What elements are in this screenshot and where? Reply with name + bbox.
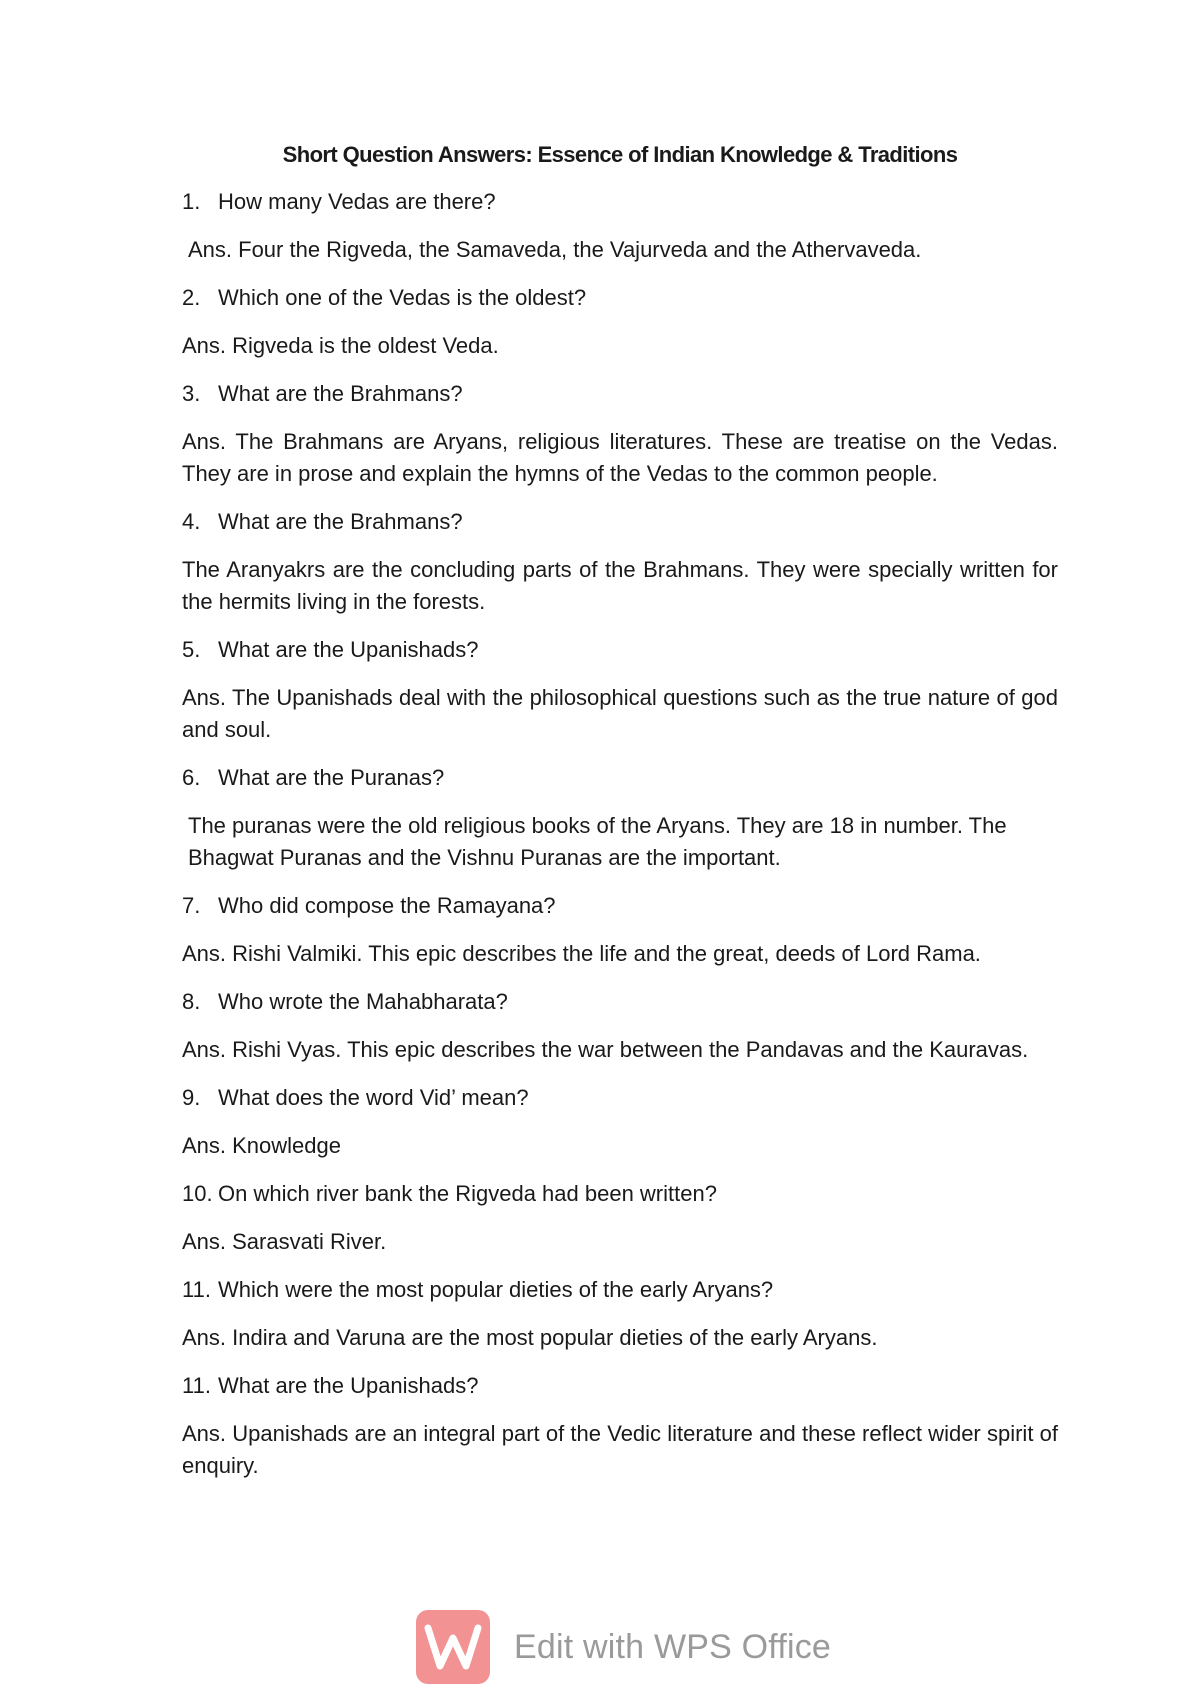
answer-text: Ans. Knowledge [182, 1133, 341, 1158]
answer-text: Ans. Upanishads are an integral part of the Vedic literature and these reflect wider spirit of enquiry. [182, 1421, 1058, 1478]
question-item [182, 1274, 1058, 1306]
question-item [182, 1370, 1058, 1402]
question-item [182, 282, 1058, 314]
wps-watermark[interactable] [416, 1610, 831, 1684]
wps-w-glyph-icon [424, 1622, 482, 1672]
question-text: What are the Puranas? [218, 765, 445, 790]
question-text: What are the Brahmans? [218, 381, 463, 406]
answer-text: Ans. Indira and Varuna are the most popular dieties of the early Aryans. [182, 1325, 878, 1350]
answer-text: The Aranyakrs are the concluding parts of the Brahmans. They were specially written for the hermits living in the forests. [182, 557, 1058, 614]
question-item [182, 506, 1058, 538]
document-title: Short Question Answers: Essence of Indian Knowledge & Traditions [282, 142, 958, 167]
question-text: Who wrote the Mahabharata? [218, 989, 508, 1014]
answer-text: Ans. Sarasvati River. [182, 1229, 387, 1254]
question-text: What are the Upanishads? [218, 1373, 479, 1398]
question-text: Which one of the Vedas is the oldest? [218, 285, 587, 310]
question-item [182, 634, 1058, 666]
question-text: What are the Upanishads? [218, 637, 479, 662]
question-text: What does the word Vid’ mean? [218, 1085, 529, 1110]
qa-list [182, 186, 1058, 1482]
question-item [182, 1178, 1058, 1210]
question-number: 3. [182, 381, 201, 406]
question-number: 7. [182, 893, 201, 918]
answer-text: The puranas were the old religious books of the Aryans. They are 18 in number. The Bhagwat Puranas and the Vishnu Puranas are the important. [188, 813, 1007, 870]
answer-text: Ans. The Brahmans are Aryans, religious literatures. These are treatise on the Vedas. They are in prose and explain the hymns of the Vedas to the common people. [182, 429, 1058, 486]
question-number: 11. [182, 1373, 211, 1398]
question-item [182, 186, 1058, 218]
answer-text: Ans. The Upanishads deal with the philosophical questions such as the true nature of god and soul. [182, 685, 1058, 742]
question-number: 11. [182, 1277, 211, 1302]
answer-text: Ans. Rishi Vyas. This epic describes the war between the Pandavas and the Kauravas. [182, 1037, 1029, 1062]
question-number: 10. [182, 1181, 213, 1206]
question-number: 1. [182, 189, 201, 214]
question-number: 8. [182, 989, 201, 1014]
question-text: Who did compose the Ramayana? [218, 893, 556, 918]
answer-text: Ans. Rigveda is the oldest Veda. [182, 333, 499, 358]
question-text: On which river bank the Rigveda had been written? [218, 1181, 717, 1206]
question-item [182, 378, 1058, 410]
question-number: 4. [182, 509, 201, 534]
document-body [182, 140, 1058, 1498]
wps-watermark-text: Edit with WPS Office [514, 1627, 832, 1666]
question-text: How many Vedas are there? [218, 189, 496, 214]
question-number: 9. [182, 1085, 201, 1110]
question-number: 5. [182, 637, 201, 662]
question-number: 6. [182, 765, 201, 790]
wps-logo-icon [416, 1610, 490, 1684]
answer-text: Ans. Rishi Valmiki. This epic describes the life and the great, deeds of Lord Rama. [182, 941, 981, 966]
question-item [182, 890, 1058, 922]
question-number: 2. [182, 285, 201, 310]
question-item [182, 986, 1058, 1018]
question-text: Which were the most popular dieties of the early Aryans? [218, 1277, 774, 1302]
answer-text: Ans. Four the Rigveda, the Samaveda, the Vajurveda and the Athervaveda. [188, 237, 922, 262]
question-text: What are the Brahmans? [218, 509, 463, 534]
question-item [182, 762, 1058, 794]
question-item [182, 1082, 1058, 1114]
